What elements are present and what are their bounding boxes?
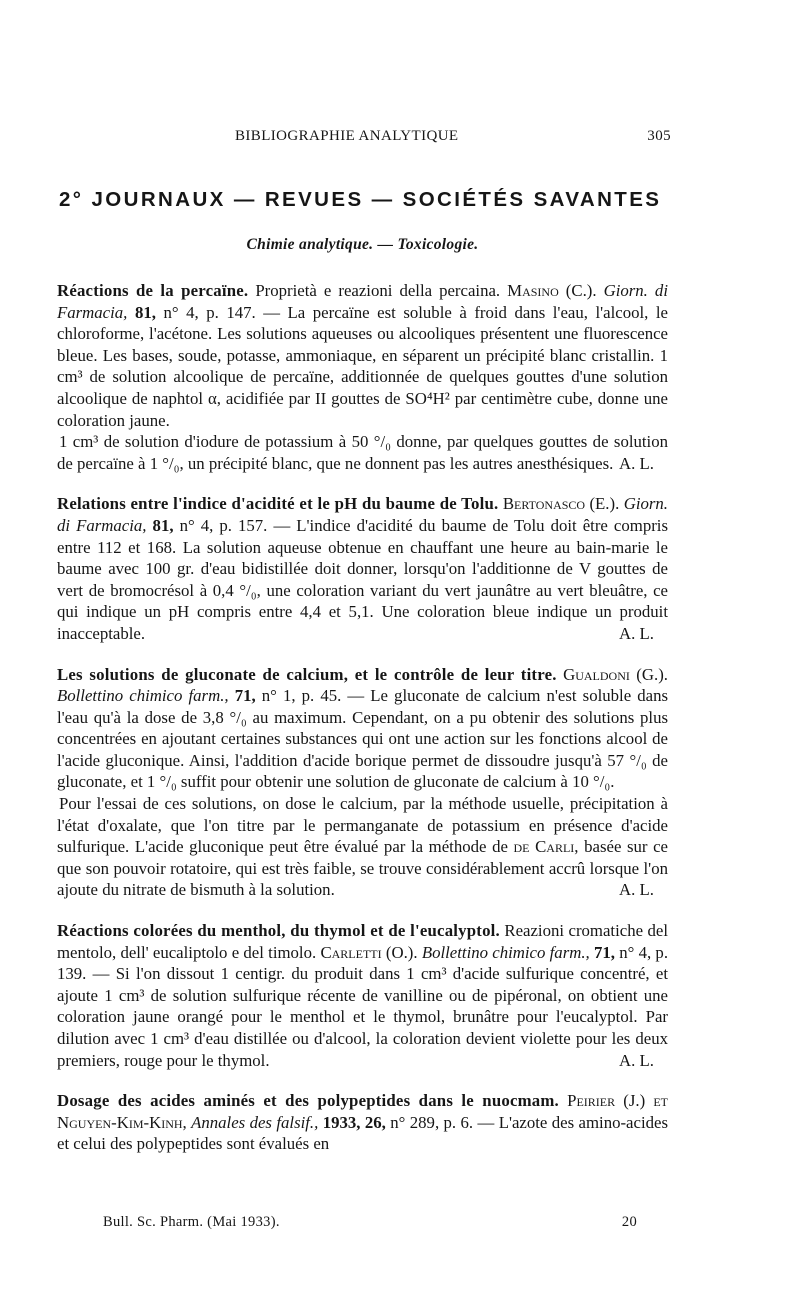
footer-journal: Bull. Sc. Pharm. (Mai 1933). <box>103 1214 280 1230</box>
italian-title: Reazioni cromatiche del mentolo, dell' eucaliptolo e del timolo. <box>57 921 668 962</box>
article-ref: n° 4, p. 147. <box>155 302 256 322</box>
running-head <box>57 128 671 152</box>
article-signature: A. L. <box>619 880 654 900</box>
article-volume: 71, <box>594 942 615 962</box>
article-body: — Le gluconate de calcium n'est soluble dans l'eau qu'à la dose de 3,8 °/₀ au maximum. Cependant, on a pu obtenir des solutions plus concentrées en ajoutant certaines substances qui ont une action sur les fonctions alcool de l'acide gluconique. Ainsi, l'addition d'acide borique permet de dissoudre jusqu'à 57 °/₀ de gluconate, et 1 °/₀ suffit pour obtenir une solution de gluconate de calcium à 10 °/₀. <box>57 686 668 792</box>
article-paragraph <box>57 431 668 474</box>
article-title: Relations entre l'indice d'acidité et le pH du baume de Tolu. <box>57 494 499 514</box>
article-journal: Annales des falsif., <box>191 1112 319 1132</box>
article-body: — L'azote des amino-acides et celui des polypeptides sont évalués en <box>57 1112 668 1154</box>
article-volume: 81, <box>152 515 174 535</box>
article-paragraph <box>57 793 668 901</box>
running-title: BIBLIOGRAPHIE ANALYTIQUE <box>235 128 459 144</box>
article-ref: n° 4, p. 139. <box>57 942 669 984</box>
article-menthol-thymol <box>57 920 668 1071</box>
article-signature: A. L. <box>619 453 654 473</box>
article-author: Peirier (J.) et Nguyen-Kim-Kinh, <box>57 1091 669 1132</box>
cited-author: de Carli, <box>513 837 579 857</box>
article-percaine <box>57 280 668 474</box>
article-journal: Giorn. di Farmacia, <box>57 494 668 535</box>
article-volume: 71, <box>234 686 256 706</box>
article-journal: Bollettino chimico farm., <box>421 942 590 962</box>
article-signature: A. L. <box>619 623 654 643</box>
article-author: Masino (C.). <box>507 281 597 300</box>
article-author: Carletti (O.). <box>320 942 418 962</box>
article-paragraph <box>57 920 668 1071</box>
article-ref: n° 289, p. 6. <box>385 1112 474 1132</box>
article-volume: 1933, 26, <box>322 1112 386 1132</box>
article-body: basée sur ce que son pouvoir rotatoire, qui est très faible, se trouve considérablement accrû lorsque l'on ajoute du nitrate de bismuth à la solution. <box>57 837 669 900</box>
article-title: Les solutions de gluconate de calcium, et le contrôle de leur titre. <box>57 664 557 684</box>
article-author: Bertonasco (E.). <box>502 494 620 514</box>
article-ref: n° 4, p. 157. <box>173 515 268 535</box>
section-title: 2° JOURNAUX — REVUES — SOCIÉTÉS SAVANTES <box>59 188 662 211</box>
article-author: Gualdoni (G.). <box>563 664 668 684</box>
footer-sheet-number: 20 <box>621 1214 637 1230</box>
article-ref: n° 1, p. 45. <box>255 686 342 706</box>
page-number: 305 <box>647 128 671 144</box>
article-title: Dosage des acides aminés et des polypeptides dans le nuocmam. <box>57 1091 559 1111</box>
article-paragraph <box>57 493 668 644</box>
section-subtitle: Chimie analytique. — Toxicologie. <box>246 236 479 253</box>
article-body: — Si l'on dissout 1 centigr. du produit dans 1 cm³ d'acide sulfurique concentré, et ajoute 1 cm³ de solution sulfurique récente de vanilline ou de pipéronal, on obtient une coloration jaune orangé pour le menthol et le thymol, brunâtre pour l'eucalyptol. Par dilution avec 1 cm³ d'eau distillée ou d'alcool, la coloration devient violette pour les deux premiers, rouge pour le thymol. <box>57 964 668 1070</box>
article-body: — L'indice d'acidité du baume de Tolu doit être compris entre 112 et 168. La solution aqueuse obtenue en chauffant une heure au bain-marie le baume avec 100 gr. d'eau bidistillée doit donner, lorsqu'on l'additionne de V gouttes de vert de bromocrésol à 0,4 °/₀, une coloration variant du vert jaunâtre au vert bleuâtre, ce qui indique un pH compris entre 4,4 et 5,1. Une coloration bleue indique un produit inacceptable. <box>57 515 668 643</box>
article-title: Réactions colorées du menthol, du thymol et de l'eucalyptol. <box>57 921 500 941</box>
article-signature: A. L. <box>619 1050 654 1070</box>
article-paragraph <box>57 280 668 431</box>
article-paragraph <box>57 664 668 794</box>
article-body: — La percaïne est soluble à froid dans l'eau, l'alcool, le chloroforme, l'acétone. Les solutions aqueuses ou alcooliques présentent une fluorescence bleue. Les bases, soude, potasse, ammoniaque, en séparent un précipité blanc cristallin. 1 cm³ de solution alcoolique de percaïne, additionnée de quelques gouttes d'une solution alcoolique de naphtol α, acidifiée par II gouttes de SO⁴H² par centimètre cube, donne une coloration jaune. <box>57 302 669 430</box>
article-baume-tolu <box>57 493 668 644</box>
italian-title: Proprietà e reazioni della percaina. <box>248 281 508 300</box>
article-title: Réactions de la percaïne. <box>57 281 249 300</box>
page-content <box>57 128 671 1155</box>
article-journal: Bollettino chimico farm., <box>57 686 229 706</box>
article-volume: 81, <box>134 302 156 322</box>
article-body: 1 cm³ de solution d'iodure de potassium à 50 °/₀ donne, par quelques gouttes de solution de percaïne à 1 °/₀, un précipité blanc, que ne donnent pas les autres anesthésiques. <box>57 432 668 473</box>
article-journal: Giorn. di Farmacia, <box>57 281 668 322</box>
article-gluconate-calcium <box>57 664 668 902</box>
article-body: Pour l'essai de ces solutions, on dose le calcium, par la méthode usuelle, précipitation à l'état d'oxalate, que l'on titre par le permanganate de potassium en présence d'acide sulfurique. L'acide gluconique peut être évalué par la méthode de <box>57 794 668 857</box>
article-paragraph <box>57 1090 668 1155</box>
article-nuocmam <box>57 1090 668 1155</box>
